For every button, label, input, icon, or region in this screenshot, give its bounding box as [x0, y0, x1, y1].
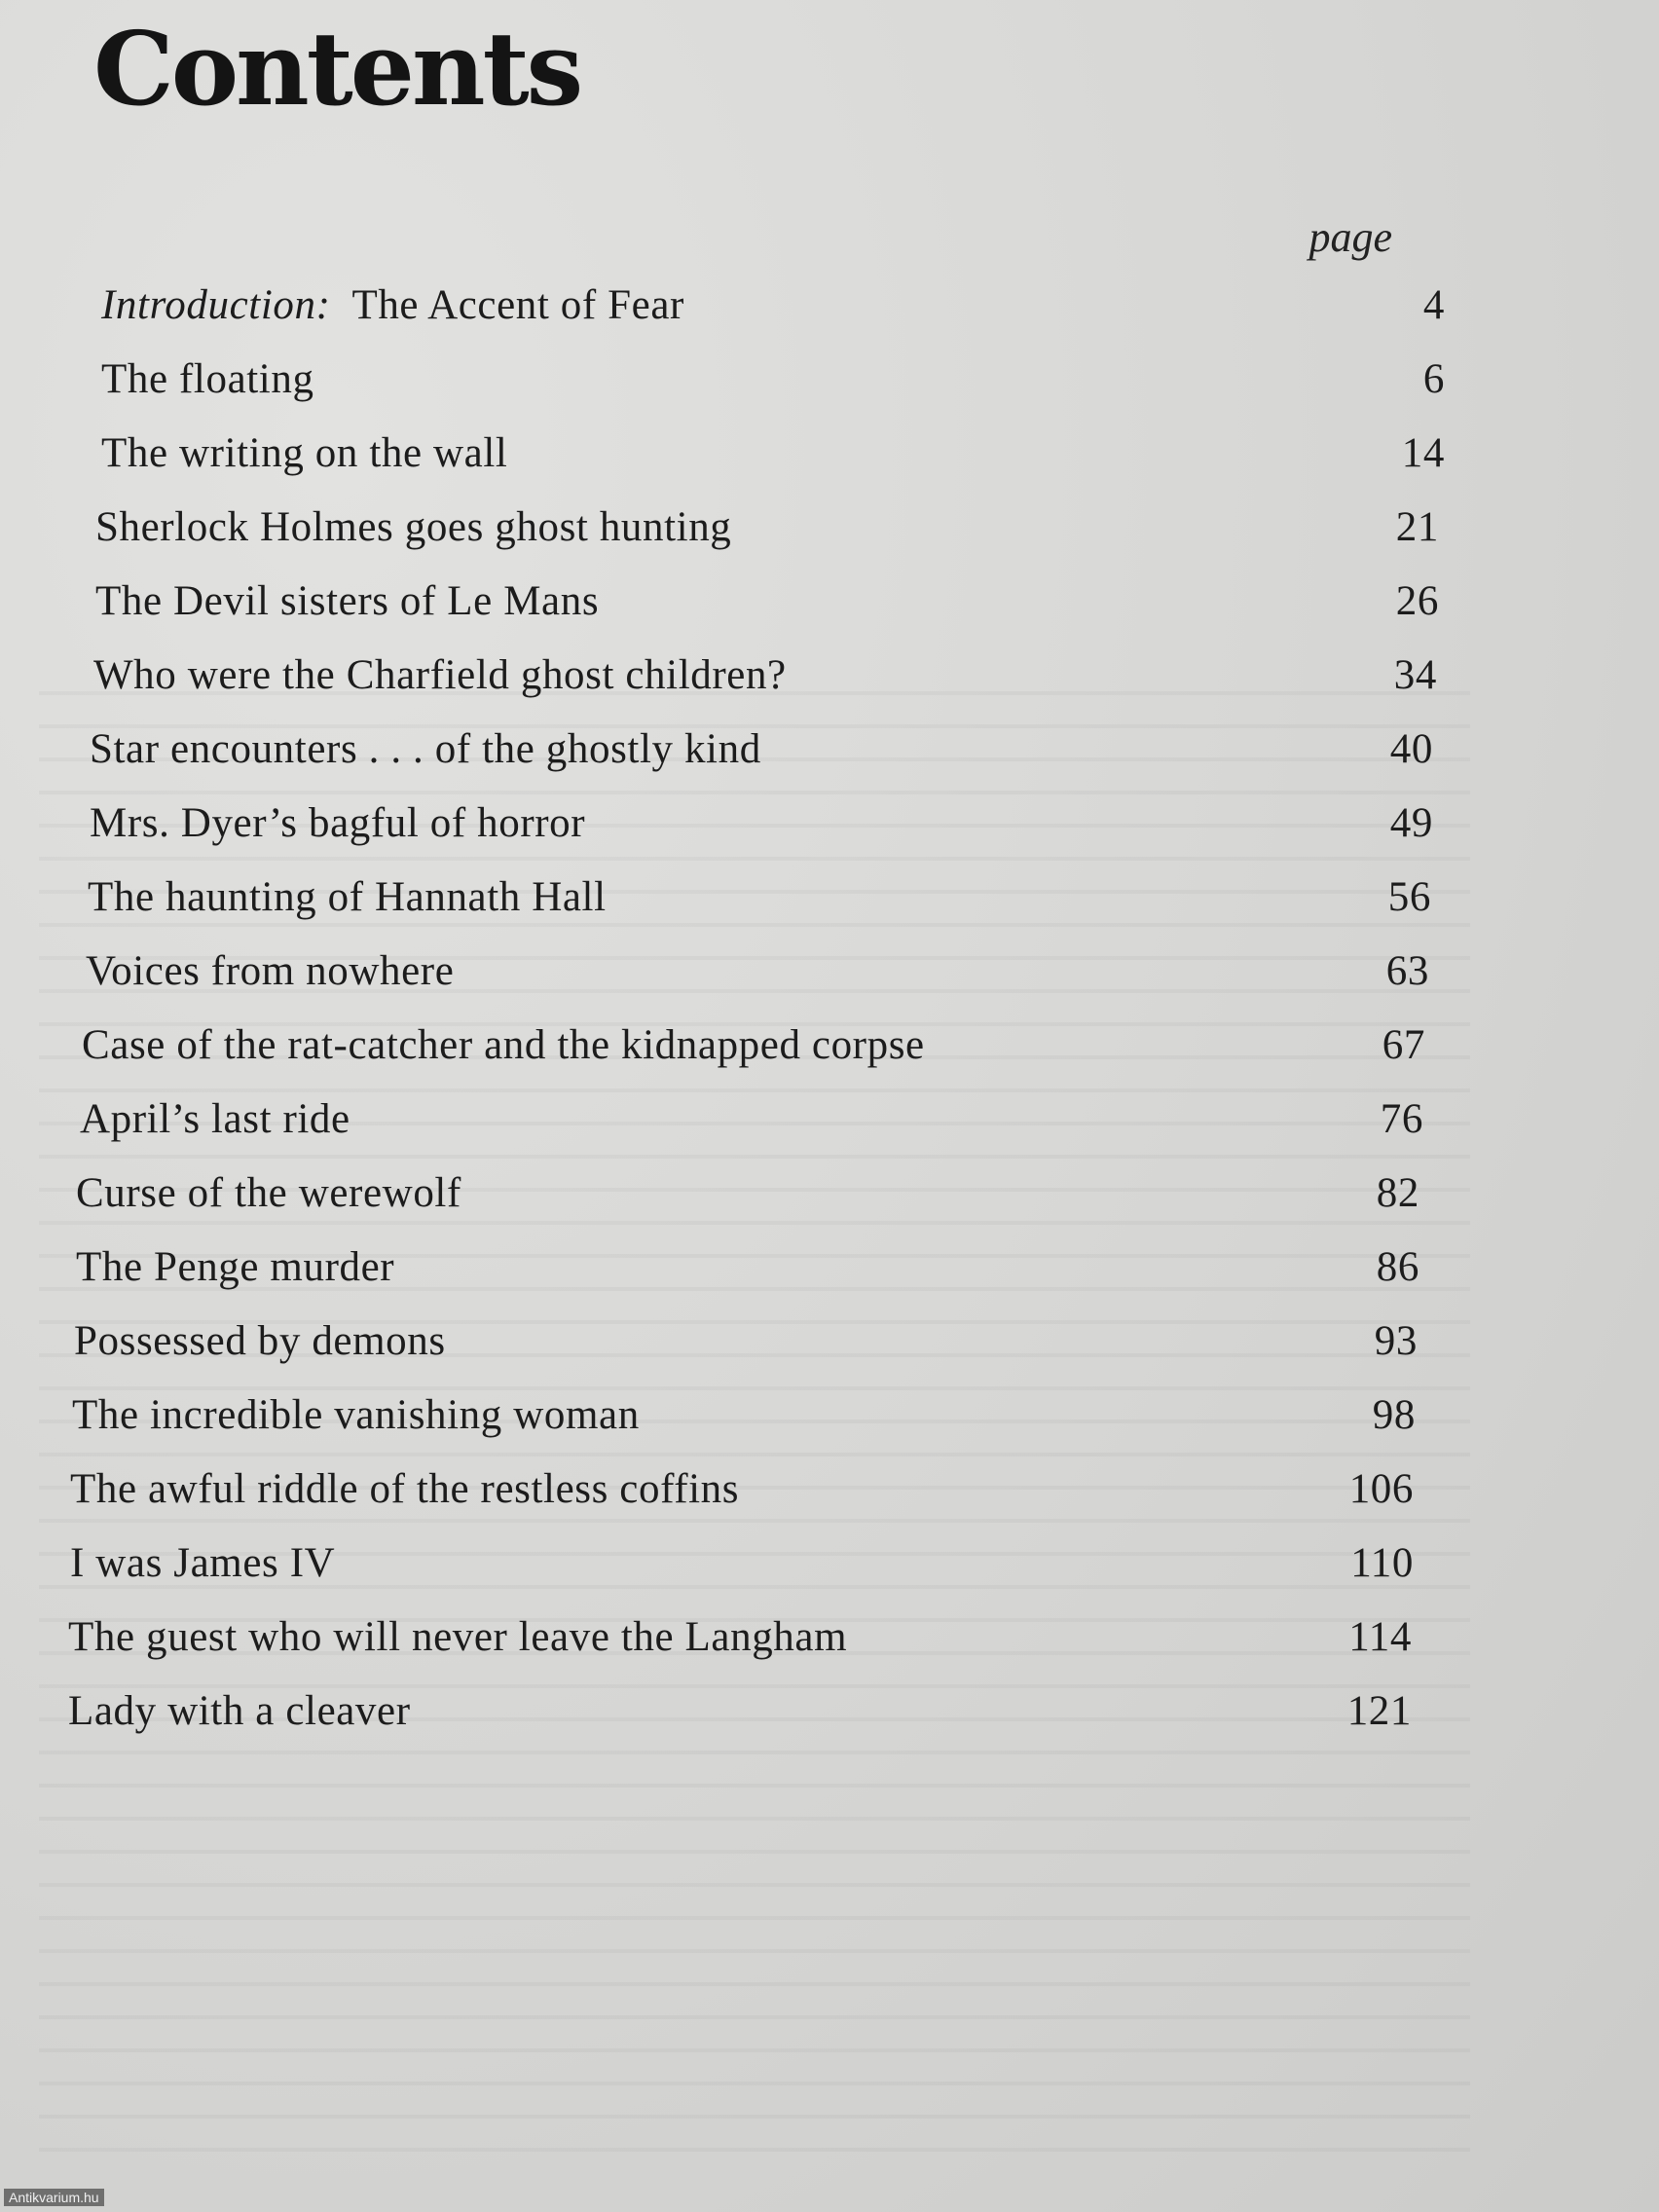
toc-entry-title: The awful riddle of the restless coffins — [70, 1466, 740, 1512]
toc-entry-title: April’s last ride — [80, 1096, 350, 1142]
toc-entry — [76, 1236, 1419, 1299]
toc-entry — [90, 793, 1433, 855]
toc-entry-prefix: Introduction: — [101, 282, 331, 328]
toc-entry-page: 121 — [1346, 1688, 1412, 1734]
toc-entry — [90, 719, 1433, 781]
toc-entry-title: The writing on the wall — [101, 430, 508, 476]
toc-entry-title — [101, 275, 684, 337]
toc-entry — [95, 497, 1439, 559]
toc-entry — [93, 645, 1437, 707]
toc-entry — [70, 1532, 1414, 1595]
toc-entry-title: Sherlock Holmes goes ghost hunting — [95, 504, 732, 550]
toc-entry-page: 63 — [1385, 948, 1429, 994]
watermark: Antikvarium.hu — [4, 2189, 104, 2206]
toc-entry-page: 26 — [1395, 578, 1439, 624]
toc-entry-page: 34 — [1393, 652, 1437, 698]
toc-entry-page: 40 — [1389, 726, 1433, 772]
toc-entry-page: 21 — [1395, 504, 1439, 550]
toc-entry — [86, 940, 1429, 1003]
toc-entry-title: Who were the Charfield ghost children? — [93, 652, 787, 698]
toc-entry-page: 93 — [1374, 1318, 1418, 1364]
toc-entry-title: Possessed by demons — [74, 1318, 446, 1364]
toc-entry — [72, 1384, 1416, 1447]
toc-entry-title: Voices from nowhere — [86, 948, 455, 994]
toc-entry-title: The guest who will never leave the Langham — [68, 1614, 848, 1660]
toc-entry-title: Mrs. Dyer’s bagful of horror — [90, 800, 586, 846]
toc-entry — [80, 1088, 1423, 1151]
toc-entry — [101, 349, 1445, 411]
toc-entry-page: 67 — [1382, 1022, 1425, 1068]
toc-entry-page: 86 — [1376, 1244, 1419, 1290]
toc-entry-title: Star encounters . . . of the ghostly kind — [90, 726, 761, 772]
toc-entry-page: 76 — [1380, 1096, 1423, 1142]
toc-entry-page: 6 — [1422, 356, 1445, 402]
toc-entry — [101, 423, 1445, 485]
toc-entry-title: I was James IV — [70, 1540, 336, 1586]
toc-entry-introduction — [101, 275, 1445, 337]
toc-entry — [68, 1680, 1412, 1743]
toc-entry-title: Case of the rat-catcher and the kidnapped corpse — [82, 1022, 925, 1068]
toc-entry-title: The incredible vanishing woman — [72, 1392, 640, 1438]
toc-entry — [74, 1310, 1418, 1373]
toc-entry-page: 98 — [1372, 1392, 1416, 1438]
toc-entry-title: The Devil sisters of Le Mans — [95, 578, 600, 624]
toc-entry-page: 110 — [1350, 1540, 1414, 1586]
toc-entry — [82, 1014, 1425, 1077]
toc-entry-page: 4 — [1422, 282, 1445, 328]
toc-entry-page: 106 — [1348, 1466, 1414, 1512]
toc-entry-title-text: The Accent of Fear — [351, 282, 684, 328]
toc-entry — [95, 571, 1439, 633]
toc-entry-title: The Penge murder — [76, 1244, 395, 1290]
toc-entry — [68, 1606, 1412, 1669]
toc-entry-title: Curse of the werewolf — [76, 1170, 461, 1216]
page-column-label: page — [1309, 213, 1392, 261]
toc-entry — [76, 1162, 1419, 1225]
toc-entry-page: 82 — [1376, 1170, 1419, 1216]
toc-entry-page: 56 — [1387, 874, 1431, 920]
toc-entry-page: 114 — [1348, 1614, 1412, 1660]
toc-entry-title: The floating — [101, 356, 314, 402]
toc-entry-page: 49 — [1389, 800, 1433, 846]
toc-entry — [70, 1458, 1414, 1521]
toc-entry-page: 14 — [1401, 430, 1445, 476]
toc-entry-title: Lady with a cleaver — [68, 1688, 411, 1734]
toc-entry-title: The haunting of Hannath Hall — [88, 874, 607, 920]
toc-entry — [88, 866, 1431, 929]
page-title: Contents — [93, 9, 581, 129]
